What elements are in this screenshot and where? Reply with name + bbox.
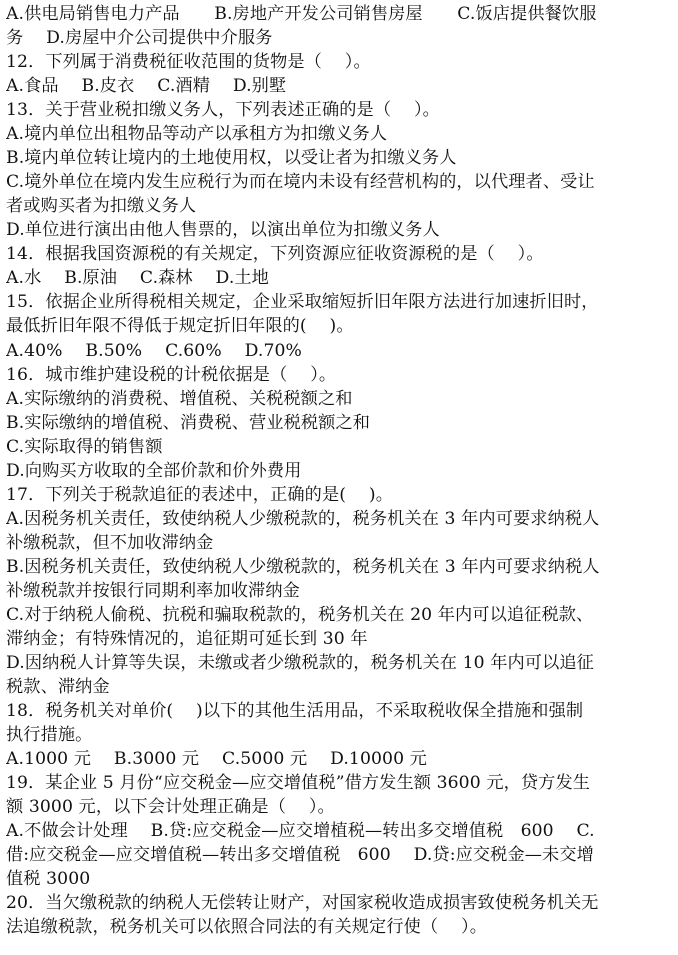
- text-line: C.实际取得的销售额: [6, 437, 163, 457]
- text-line: D.因纳税人计算等失误，未缴或者少缴税款的，税务机关在 10 年内可以追征: [6, 653, 594, 673]
- text-line: C.对于纳税人偷税、抗税和骗取税款的，税务机关在 20 年内可以追征税款、: [6, 605, 594, 625]
- text-line: A.因税务机关责任，致使纳税人少缴税款的，税务机关在 3 年内可要求纳税人: [6, 509, 600, 529]
- text-line: D.单位进行演出由他人售票的，以演出单位为扣缴义务人: [6, 220, 440, 240]
- text-line: 最低折旧年限不得低于规定折旧年限的( )。: [6, 316, 354, 336]
- text-line: 滞纳金；有特殊情况的，追征期可延长到 30 年: [6, 629, 368, 649]
- text-line: A.40% B.50% C.60% D.70%: [6, 341, 302, 361]
- text-line: A.不做会计处理 B.贷:应交税金—应交增植税—转出多交增值税 600 C.: [6, 821, 595, 841]
- text-line: B.实际缴纳的增值税、消费税、营业税税额之和: [6, 413, 371, 433]
- text-line: D.向购买方收取的全部价款和价外费用: [6, 461, 302, 481]
- question-13: 13．关于营业税扣缴义务人，下列表述正确的是（ ）。: [6, 100, 440, 120]
- text-line: C.境外单位在境内发生应税行为而在境内未设有经营机构的，以代理者、受让: [6, 172, 595, 192]
- question-12: 12．下列属于消费税征收范围的货物是（ ）。: [6, 52, 371, 72]
- text-line: A.食品 B.皮衣 C.酒精 D.别墅: [6, 76, 287, 96]
- text-line: B.因税务机关责任，致使纳税人少缴税款的，税务机关在 3 年内可要求纳税人: [6, 557, 600, 577]
- text-line: 额 3000 元，以下会计处理正确是（ ）。: [6, 797, 335, 817]
- text-line: A.境内单位出租物品等动产以承租方为扣缴义务人: [6, 124, 388, 144]
- question-18: 18．税务机关对单价( )以下的其他生活用品，不采取税收保全措施和强制: [6, 701, 584, 721]
- text-line: 补缴税款，但不加收滞纳金: [6, 533, 214, 553]
- text-line: A.供电局销售电力产品 B.房地产开发公司销售房屋 C.饭店提供餐饮服: [6, 4, 597, 24]
- text-line: A.水 B.原油 C.森林 D.土地: [6, 268, 269, 288]
- text-line: B.境内单位转让境内的土地使用权，以受让者为扣缴义务人: [6, 148, 457, 168]
- text-line: 者或购买者为扣缴义务人: [6, 196, 197, 216]
- text-line: A.实际缴纳的消费税、增值税、关税税额之和: [6, 389, 353, 409]
- text-line: 执行措施。: [6, 725, 93, 745]
- question-20: 20．当欠缴税款的纳税人无偿转让财产，对国家税收造成损害致使税务机关无: [6, 893, 599, 913]
- question-17: 17．下列关于税款追征的表述中，正确的是( )。: [6, 485, 393, 505]
- text-line: 值税 3000: [6, 869, 91, 889]
- text-line: 借:应交税金—应交增值税—转出多交增值税 600 D.贷:应交税金—未交增: [6, 845, 594, 865]
- question-14: 14．根据我国资源税的有关规定，下列资源应征收资源税的是（ ）。: [6, 244, 544, 264]
- text-line: 税款、滞纳金: [6, 677, 110, 697]
- text-line: 法追缴税款，税务机关可以依照合同法的有关规定行使（ ）。: [6, 917, 488, 937]
- text-line: A.1000 元 B.3000 元 C.5000 元 D.10000 元: [6, 749, 427, 769]
- question-16: 16．城市维护建设税的计税依据是（ ）。: [6, 365, 337, 385]
- text-line: 务 D.房屋中介公司提供中介服务: [6, 28, 273, 48]
- text-line: 补缴税款并按银行同期利率加收滞纳金: [6, 581, 300, 601]
- question-15: 15．依据企业所得税相关规定，企业采取缩短折旧年限方法进行加速折旧时，: [6, 292, 599, 312]
- question-19: 19．某企业 5 月份“应交税金—应交增值税”借方发生额 3600 元，贷方发生: [6, 773, 591, 793]
